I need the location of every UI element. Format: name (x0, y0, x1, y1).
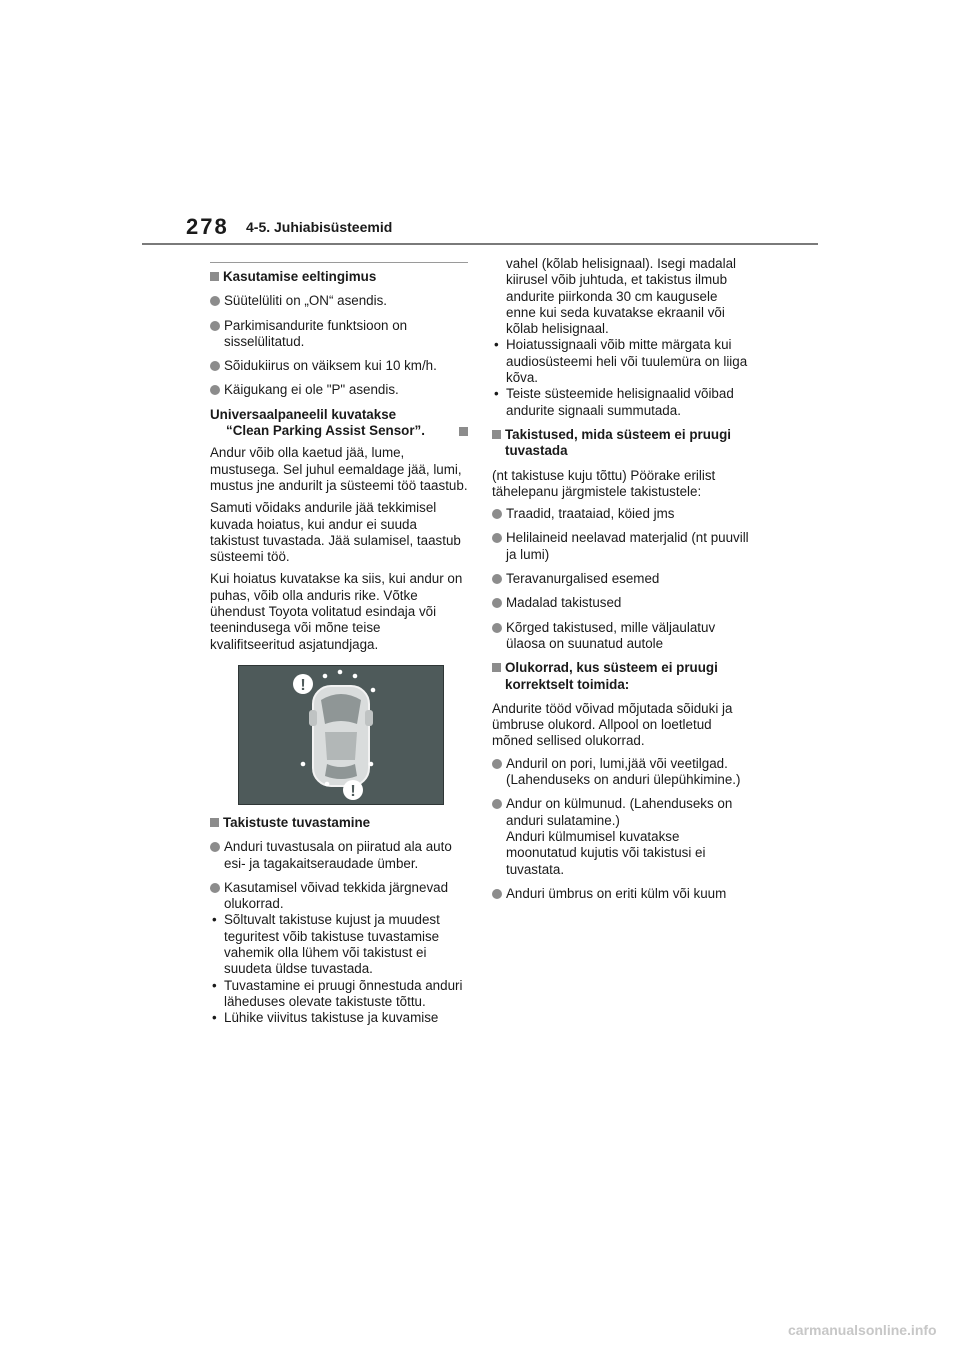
right-column (492, 256, 750, 910)
sensor-warning-figure (238, 665, 444, 805)
warning-mark: ! (300, 676, 306, 694)
sensor-dot (323, 674, 328, 679)
watermark: carmanualsonline.info (788, 1322, 937, 1338)
section-end-icon (459, 427, 468, 436)
obstacles-heading: Takistused, mida süsteem ei pruugi tuvastada (492, 427, 750, 460)
warning-mark: ! (350, 782, 356, 800)
round-bullet-icon (210, 385, 220, 395)
detect-heading: Takistuste tuvastamine (210, 815, 468, 831)
round-bullet-icon (492, 509, 502, 519)
situation-item: Anduril on pori, lumi,jää või veetilgad. (Lahenduseks on anduri ülepühkimine.) (492, 756, 750, 789)
detect-item: Anduri tuvastusala on piiratud ala auto esi- ja tagakaitseraudade ümber. (210, 839, 468, 872)
round-bullet-icon (492, 889, 502, 899)
round-bullet-icon (492, 799, 502, 809)
subitem: • Hoiatussignaali võib mitte märgata kui audiosüsteemi heli või tuulemüra on liiga kõva. (494, 337, 748, 386)
sensor-dot (371, 688, 376, 693)
subitem: • Teiste süsteemide helisignaalid võibad andurite signaali summutada. (494, 386, 734, 418)
page-number: 278 (186, 214, 229, 239)
detect-subitem: • Tuvastamine ei pruugi õnnestuda anduri läheduses olevate takistuste tõttu. (212, 977, 463, 1009)
obstacle-item: Madalad takistused (492, 595, 750, 611)
round-bullet-icon (492, 574, 502, 584)
square-bullet-icon (492, 663, 501, 672)
mirror-right-icon (365, 710, 373, 726)
situations-intro: Andurite tööd võivad mõjutada sõiduki ja ümbruse olukord. Allpool on loetletud mõned sellised olukorrad. (492, 700, 733, 749)
situation-item: Anduri ümbrus on eriti külm või kuum (492, 886, 750, 902)
mirror-left-icon (309, 710, 317, 726)
paragraph: Kui hoiatus kuvatakse ka siis, kui andur on puhas, võib olla anduris rike. Võtke ühendust Toyota volitatud esindaja või teenindusega või mõne teise kvalifitseeritud asjatundjaga. (210, 571, 463, 652)
paragraph: Andur võib olla kaetud jää, lume, mustusega. Sel juhul eemaldage jää, lumi, mustus jne andurilt ja süsteemi töö taastub. (210, 445, 468, 493)
round-bullet-icon (210, 842, 220, 852)
situations-heading: Olukorrad, kus süsteem ei pruugi korrektselt toimida: (492, 660, 750, 693)
square-bullet-icon (210, 272, 219, 281)
car-sensor-illustration (239, 666, 443, 804)
dot-marker: • (494, 337, 499, 353)
round-bullet-icon (210, 321, 220, 331)
situation-item: Andur on külmunud. (Lahenduseks on anduri sulatamine.) Anduri külmumisel kuvatakse moonutatud kujutis või takistusi ei tuvastata. (492, 796, 750, 877)
obstacle-item: Kõrged takistused, mille väljaulatuv ülaosa on suunatud autole (492, 620, 750, 653)
detect-subitem: • Sõltuvalt takistuse kujust ja muudest teguritest võib takistuse tuvastamise vahemik olla lühem või takistust ei suudeta üldse tuvastada. (212, 912, 440, 977)
round-bullet-icon (492, 759, 502, 769)
dot-marker: • (212, 977, 217, 993)
usage-heading: Kasutamise eeltingimus (210, 269, 468, 285)
sensor-dot (325, 782, 330, 787)
paragraph: Samuti võidaks andurile jää tekkimisel kuvada hoiatus, kui andur ei suuda takistust tuvastada. Jää sulamisel, taastub süsteemi töö. (210, 500, 461, 565)
usage-item: Käigukang ei ole "P" asendis. (210, 382, 468, 398)
warning-heading: Universaalpaneelil kuvatakse “Clean Parking Assist Sensor”. (210, 407, 468, 440)
round-bullet-icon (210, 361, 220, 371)
square-bullet-icon (492, 430, 501, 439)
round-bullet-icon (492, 598, 502, 608)
dot-marker: • (212, 912, 217, 928)
usage-item: Sõidukiirus on väiksem kui 10 km/h. (210, 358, 468, 374)
detect-item: Kasutamisel võivad tekkida järgnevad olukorrad. (210, 880, 468, 913)
windshield-icon (321, 694, 361, 724)
round-bullet-icon (210, 883, 220, 893)
obstacle-item: Teravanurgalised esemed (492, 571, 750, 587)
sensor-dot (301, 762, 306, 767)
round-bullet-icon (492, 623, 502, 633)
dot-marker: • (212, 1010, 217, 1026)
roof-icon (325, 732, 357, 760)
left-column (210, 262, 468, 1027)
obstacles-intro: (nt takistuse kuju tõttu) Pöörake erilist tähelepanu järgmistele takistustele: (492, 467, 716, 499)
obstacle-item: Helilaineid neelavad materjalid (nt puuvill ja lumi) (492, 530, 750, 563)
obstacle-item: Traadid, traataiad, köied jms (492, 506, 750, 522)
usage-item: Parkimisandurite funktsioon on sisselülitatud. (210, 318, 468, 351)
round-bullet-icon (210, 296, 220, 306)
round-bullet-icon (492, 533, 502, 543)
continued-text: vahel (kõlab helisignaal). Isegi madalal kiirusel võib juhtuda, et takistus ilmub andurite piirkonda 30 cm kaugusele enne kui seda kuvatakse ekraanil või kõlab helisignaal. (506, 256, 737, 337)
dot-marker: • (494, 386, 499, 402)
detect-subitem: • Lühike viivitus takistuse ja kuvamise (212, 1010, 439, 1026)
header-rule (142, 243, 818, 245)
section-title: 4-5. Juhiabisüsteemid (246, 219, 393, 235)
usage-item: Süütelüliti on „ON“ asendis. (210, 293, 468, 309)
sensor-dot (353, 674, 358, 679)
section-rule (210, 262, 468, 263)
sensor-dot (369, 762, 374, 767)
sensor-dot (338, 670, 343, 675)
square-bullet-icon (210, 818, 219, 827)
